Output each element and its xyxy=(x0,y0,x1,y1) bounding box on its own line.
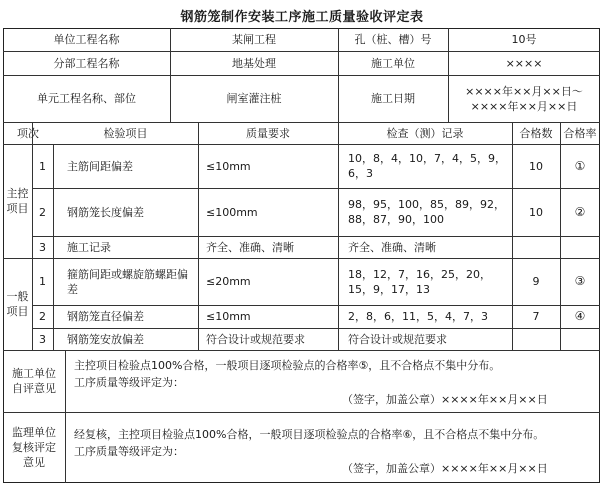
main-item-name: 主筋间距偏差 xyxy=(67,159,133,173)
general-item-req: 符合设计或规范要求 xyxy=(206,332,305,346)
main-item-no: 1 xyxy=(39,159,46,173)
main-item-count: 10 xyxy=(529,159,543,173)
sub-project-value: 地基处理 xyxy=(232,56,276,70)
sub-project-label: 分部工程名称 xyxy=(53,56,120,70)
general-item-no: 3 xyxy=(39,332,46,346)
general-item-rate xyxy=(560,328,600,350)
contractor-label: 施工单位 xyxy=(371,56,415,70)
col-divider xyxy=(65,350,66,483)
self-eval-line2: 工序质量等级评定为： xyxy=(74,376,184,389)
element-label: 单元工程名称、部位 xyxy=(37,92,136,105)
main-item-count xyxy=(512,236,560,258)
main-item-no: 2 xyxy=(39,205,46,219)
general-group-label: 一般项目 xyxy=(6,290,29,318)
col-header-pass-rate: 合格率 xyxy=(563,126,597,140)
general-item-name: 钢筋笼直径偏差 xyxy=(67,310,144,323)
general-item-name: 钢筋笼安放偏差 xyxy=(67,332,144,346)
general-item-no: 2 xyxy=(39,310,46,323)
contractor-value: ×××× xyxy=(505,56,543,70)
self-eval-line1: 主控项目检验点100%合格，一般项目逐项检验点的合格率⑤，且不合格点不集中分布。 xyxy=(74,359,501,372)
row-divider xyxy=(3,350,600,351)
main-item-record: 98，95，100，85，89，92，88，87，90，100 xyxy=(348,198,505,226)
supervision-label: 监理单位复核评定意见 xyxy=(12,426,56,469)
general-item-count: 9 xyxy=(532,275,540,288)
supervision-line1: 经复核，主控项目检验点100%合格，一般项目逐项检验点的合格率⑥，且不合格点不集中分布。 xyxy=(74,428,545,441)
row-divider xyxy=(3,412,600,413)
main-group-label: 主控项目 xyxy=(6,187,29,215)
main-item-name: 施工记录 xyxy=(67,240,111,254)
general-item-req: ≤10mm xyxy=(206,310,251,323)
col-header-inspection-item: 检验项目 xyxy=(103,126,148,140)
main-item-req: 齐全、准确、清晰 xyxy=(206,240,294,254)
main-item-name: 钢筋笼长度偏差 xyxy=(67,205,144,219)
pile-label: 孔（桩、槽）号 xyxy=(354,33,432,46)
main-item-rate: ① xyxy=(574,158,586,173)
main-item-req: ≤10mm xyxy=(206,159,251,173)
general-item-rate: ④ xyxy=(574,309,586,323)
general-item-record: 2，8，6，11，5，4，7，3 xyxy=(348,310,488,323)
col-header-record: 检查（测）记录 xyxy=(386,126,464,140)
general-item-no: 1 xyxy=(39,275,46,288)
self-eval-label: 施工单位自评意见 xyxy=(12,367,56,395)
supervision-line2: 工序质量等级评定为： xyxy=(74,445,184,458)
main-item-rate: ② xyxy=(574,204,586,219)
unit-project-label: 单位工程名称 xyxy=(53,33,120,46)
general-item-count xyxy=(512,328,560,350)
date-end: ××××年××月××日 xyxy=(470,99,578,113)
element-value: 闸室灌注桩 xyxy=(226,92,282,105)
general-item-count: 7 xyxy=(532,310,540,323)
form-title: 钢筋笼制作安装工序施工质量验收评定表 xyxy=(180,10,424,25)
general-item-rate: ③ xyxy=(574,274,586,288)
general-item-name: 箍筋间距或螺旋筋螺距偏差 xyxy=(67,267,188,296)
date-value xyxy=(448,75,600,122)
general-item-req: ≤20mm xyxy=(206,275,251,288)
general-item-record: 符合设计或规范要求 xyxy=(348,332,447,346)
col-header-quality-req: 质量要求 xyxy=(246,126,290,140)
general-item-record: 18，12，7，16，25，20，15，9，17，13 xyxy=(348,267,491,296)
main-item-no: 3 xyxy=(39,240,46,254)
col-header-item-no: 项次 xyxy=(17,126,39,140)
supervision-signature: （签字，加盖公章）××××年××月××日 xyxy=(342,462,548,475)
unit-project-value: 某闸工程 xyxy=(232,33,276,46)
main-item-rate xyxy=(560,236,600,258)
main-item-req: ≤100mm xyxy=(206,205,258,219)
date-start: ××××年××月××日～ xyxy=(465,84,583,98)
date-label: 施工日期 xyxy=(371,92,415,105)
main-item-count: 10 xyxy=(529,205,543,219)
pile-value: 10号 xyxy=(511,33,537,46)
main-item-record: 10，8，4，10，7，4，5，9，6，3 xyxy=(348,152,506,180)
main-item-record: 齐全、准确、清晰 xyxy=(348,240,436,254)
self-eval-signature: （签字，加盖公章）××××年××月××日 xyxy=(342,393,548,406)
col-header-qualified-count: 合格数 xyxy=(519,126,553,140)
